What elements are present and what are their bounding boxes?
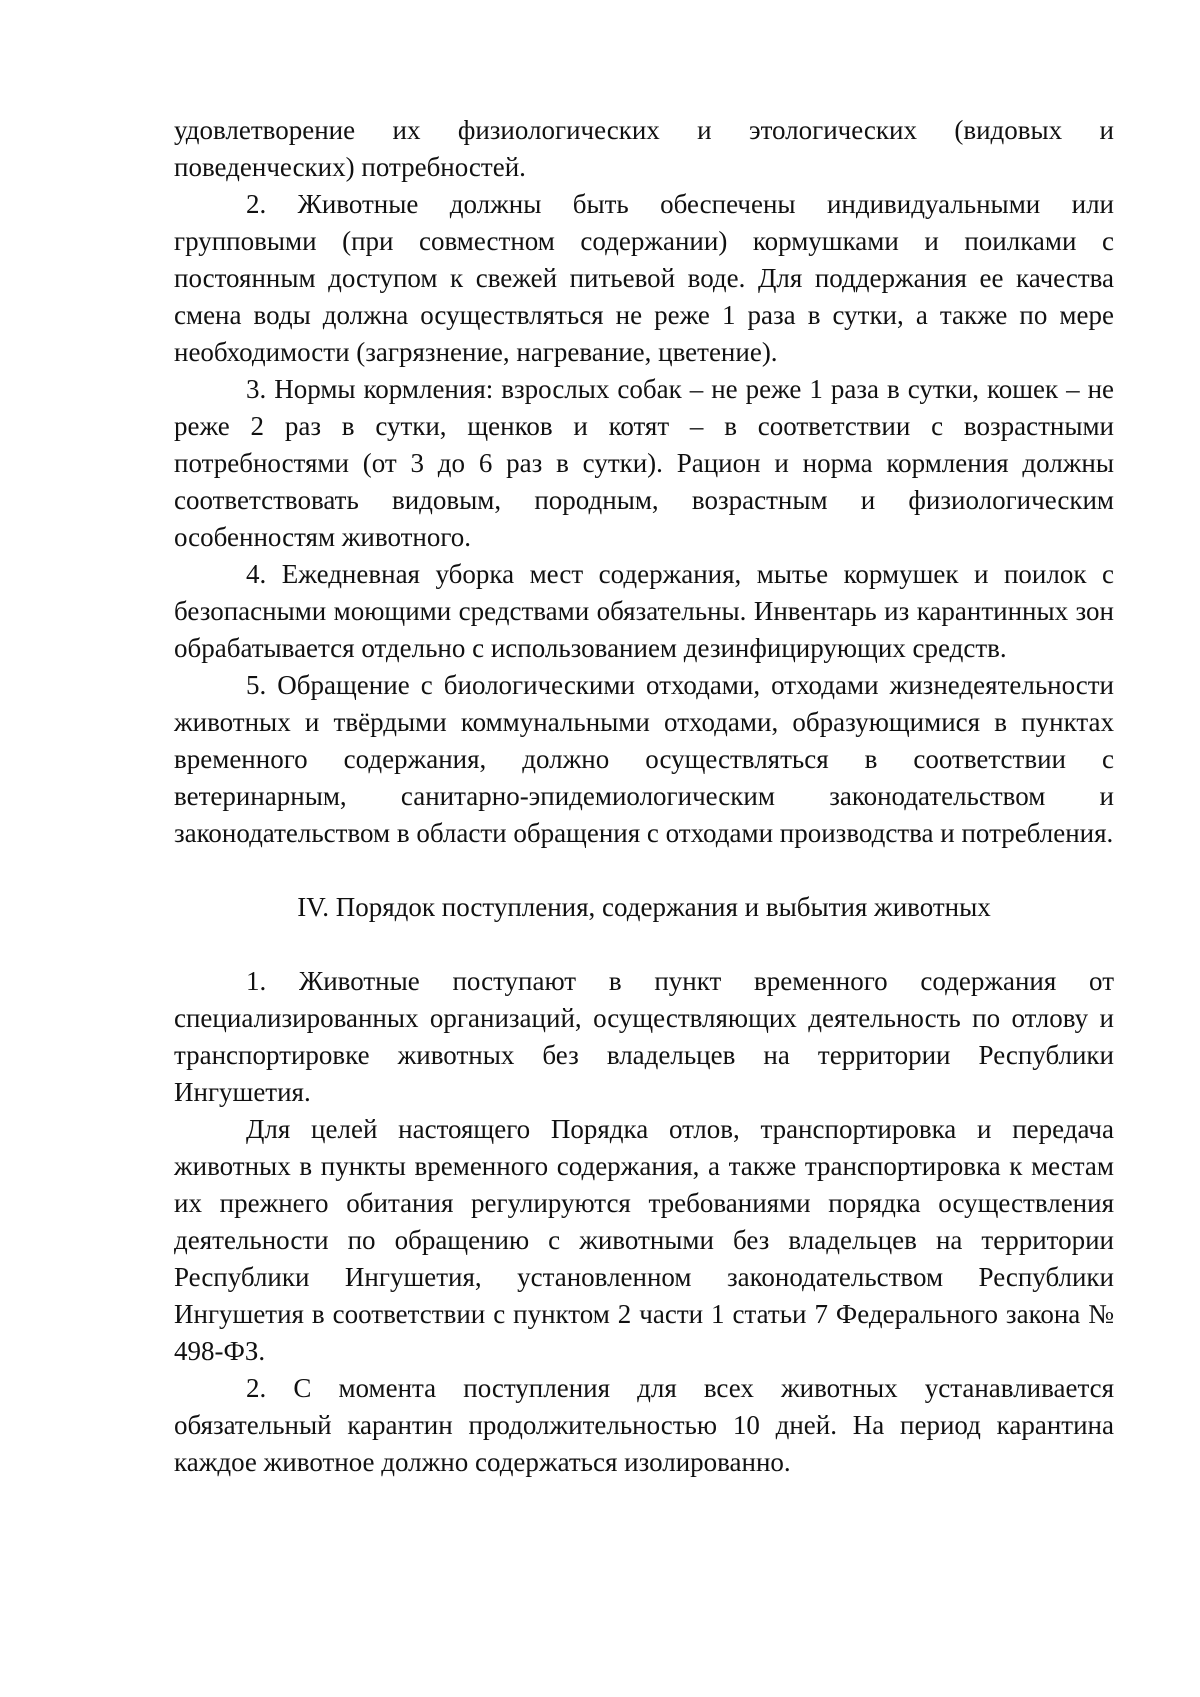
section-heading: IV. Порядок поступления, содержания и выбытия животных [297,892,991,922]
paragraph-item-2-water: 2. Животные должны быть обеспечены индивидуальными или групповыми (при совместном содержании) кормушками и поилками с постоянным доступом к свежей питьевой воде. Для поддержания ее качества смена воды должна осуществляться не реже 1 раза в сутки, а также по мере необходимости (загрязнение, нагревание, цветение). [174,189,1114,367]
document-page [174,112,1114,1481]
paragraph-item-3-feeding: 3. Нормы кормления: взрослых собак – не реже 1 раза в сутки, кошек – не реже 2 раз в сутки, щенков и котят – в соответствии с возрастными потребностями (от 3 до 6 раз в сутки). Рацион и норма кормления должны соответствовать видовым, породным, возрастным и физиологическим особенностям животного. [174,374,1114,552]
paragraph-transport-rules: Для целей настоящего Порядка отлов, транспортировка и передача животных в пункты временного содержания, а также транспортировка к местам их прежнего обитания регулируются требованиями порядка осуществления деятельности по обращению с животными без владельцев на территории Республики Ингушетия, установленном законодательством Республики Ингушетия в соответствии с пунктом 2 части 1 статьи 7 Федерального закона № 498-ФЗ. [174,1114,1114,1366]
continuation-paragraph: удовлетворение их физиологических и этологических (видовых и поведенческих) потребностей. [174,115,1114,182]
paragraph-item-4-cleaning: 4. Ежедневная уборка мест содержания, мытье кормушек и поилок с безопасными моющими средствами обязательны. Инвентарь из карантинных зон обрабатывается отдельно с использованием дезинфицирующих средств. [174,559,1114,663]
paragraph-item-1-admission: 1. Животные поступают в пункт временного содержания от специализированных организаций, осуществляющих деятельность по отлову и транспортировке животных без владельцев на территории Республики Ингушетия. [174,966,1114,1107]
paragraph-item-5-waste: 5. Обращение с биологическими отходами, отходами жизнедеятельности животных и твёрдыми коммунальными отходами, образующимися в пунктах временного содержания, должно осуществляться в соответствии с ветеринарным, санитарно-эпидемиологическим законодательством и законодательством в области обращения с отходами производства и потребления. [174,670,1114,848]
paragraph-item-2-quarantine: 2. С момента поступления для всех животных устанавливается обязательный карантин продолжительностью 10 дней. На период карантина каждое животное должно содержаться изолированно. [174,1373,1114,1477]
